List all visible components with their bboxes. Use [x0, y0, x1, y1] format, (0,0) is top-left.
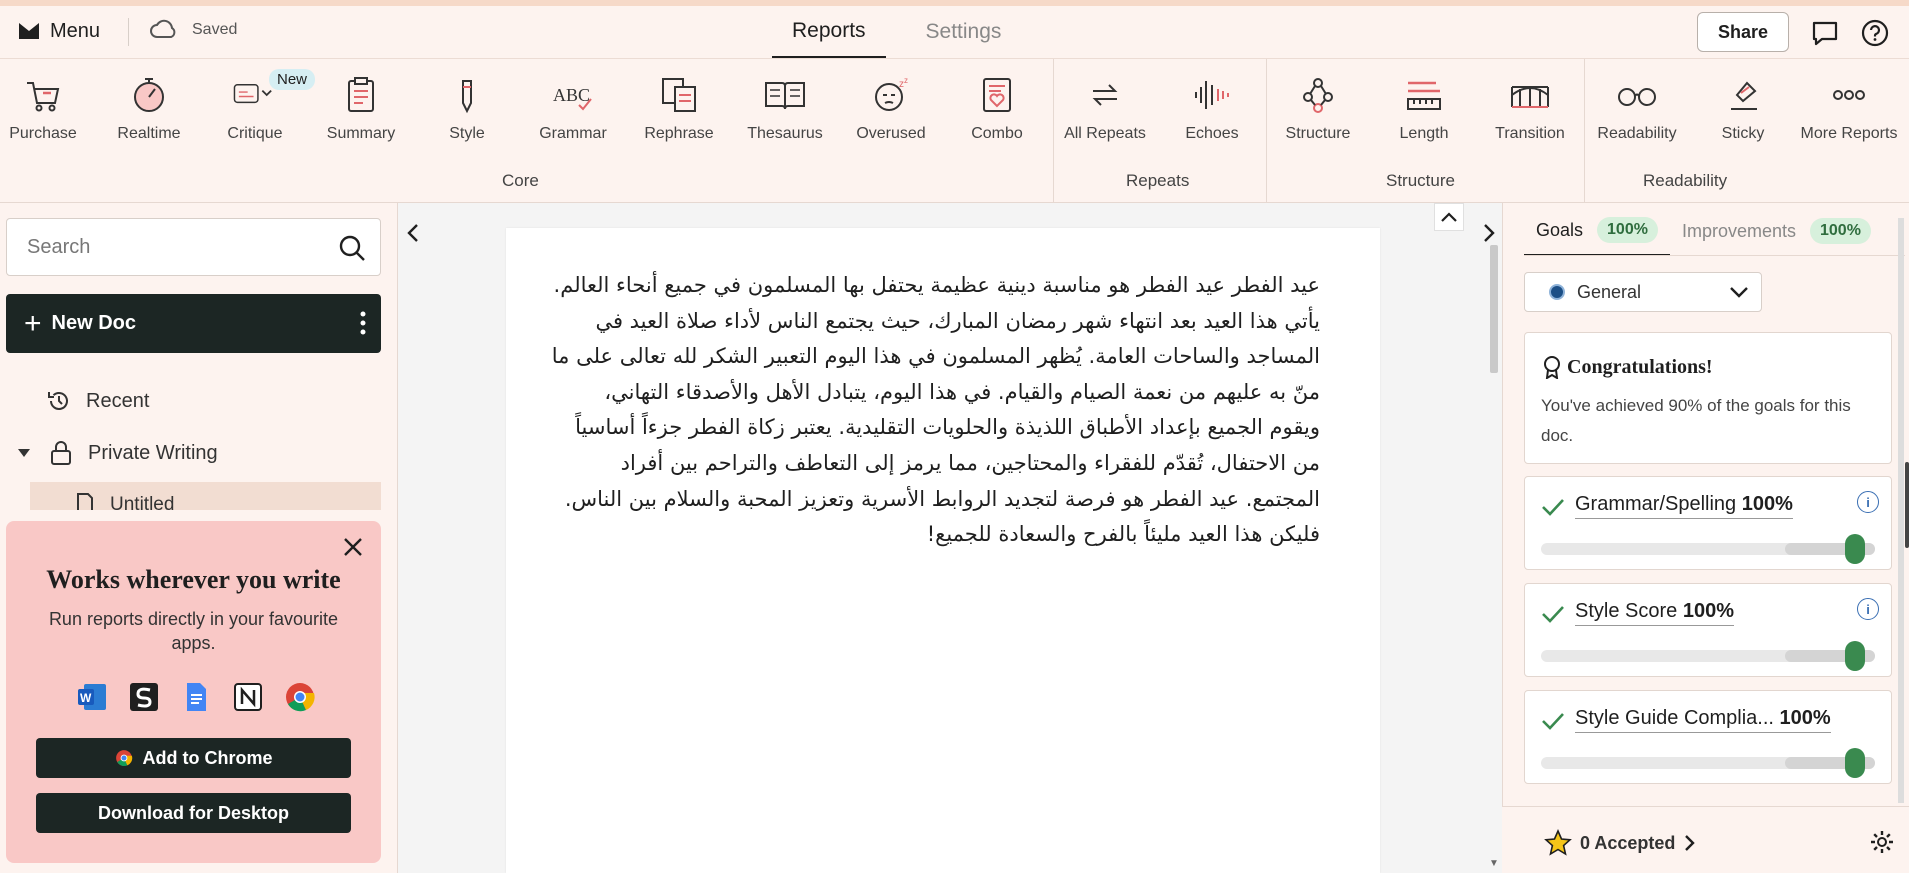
tool-grammar[interactable] [523, 73, 623, 163]
sidebar-item-private-writing[interactable] [16, 433, 218, 473]
tool-realtime[interactable] [99, 73, 199, 163]
bridge-icon [1508, 75, 1552, 115]
tool-label: More Reports [1800, 125, 1898, 142]
collapse-toolbar-button[interactable] [1434, 203, 1464, 231]
tab-reports[interactable]: Reports [772, 6, 886, 58]
collapse-sidebar-button[interactable] [398, 218, 428, 248]
goal-style-score [1524, 583, 1892, 677]
structure-icon [1298, 75, 1338, 115]
panel-scrollbar-thumb[interactable] [1905, 462, 1909, 548]
tool-echoes[interactable] [1162, 73, 1262, 163]
tool-label: Grammar [539, 125, 607, 142]
tool-purchase[interactable] [0, 73, 93, 163]
tool-label: Overused [856, 125, 926, 142]
logo-icon [18, 21, 40, 41]
recent-label: Recent [86, 389, 150, 412]
goal-label: Grammar/Spelling [1575, 493, 1737, 515]
lock-icon [48, 440, 74, 466]
tool-label: Transition [1495, 125, 1565, 142]
tool-readability[interactable] [1587, 73, 1687, 163]
glasses-icon [1615, 75, 1659, 115]
app-header [0, 6, 1909, 58]
menu-label: Menu [50, 19, 101, 42]
profile-color-dot [1549, 284, 1565, 300]
tool-label: Critique [227, 125, 283, 142]
tool-label: Thesaurus [747, 125, 823, 142]
scroll-down-arrow-icon[interactable]: ▼ [1489, 858, 1499, 869]
tool-label: Summary [326, 125, 396, 142]
word-icon [76, 681, 108, 713]
goals-score-badge: 100% [1597, 217, 1658, 243]
accepted-label: 0 Accepted [1580, 832, 1676, 853]
congrats-title: Congratulations! [1567, 355, 1713, 378]
plus-icon: + [24, 306, 42, 340]
group-label-repeats: Repeats [1126, 171, 1190, 190]
goal-profile-dropdown[interactable] [1524, 272, 1762, 312]
check-icon [1541, 604, 1565, 624]
tab-settings[interactable]: Settings [925, 20, 1002, 43]
cart-icon [23, 75, 63, 115]
info-icon[interactable]: i [1857, 598, 1879, 620]
abc-icon [551, 75, 595, 115]
tool-rephrase[interactable] [629, 73, 729, 163]
tool-summary[interactable] [311, 73, 411, 163]
tool-structure[interactable] [1268, 73, 1368, 163]
comment-icon[interactable] [1810, 18, 1840, 48]
goal-slider-handle[interactable] [1845, 748, 1865, 778]
search-placeholder: Search [27, 235, 91, 258]
goal-name[interactable] [1575, 707, 1831, 733]
group-divider [1584, 59, 1585, 204]
accepted-button[interactable] [1544, 829, 1695, 857]
sidebar-item-untitled[interactable] [30, 482, 381, 510]
goal-slider-handle[interactable] [1845, 641, 1865, 671]
group-divider [1053, 59, 1054, 204]
tool-label: Purchase [9, 125, 77, 142]
notion-icon [232, 681, 264, 713]
goal-slider-track[interactable] [1541, 757, 1875, 769]
ruler-icon [1404, 75, 1444, 115]
improvements-score-badge: 100% [1810, 218, 1871, 244]
tool-sticky[interactable] [1693, 73, 1793, 163]
award-ribbon-icon [1541, 355, 1563, 379]
goal-slider-track[interactable] [1541, 543, 1875, 555]
chrome-icon [115, 749, 133, 767]
new-doc-label: New Doc [51, 312, 136, 334]
pencil-icon [447, 75, 487, 115]
tool-thesaurus[interactable] [735, 73, 835, 163]
tool-style[interactable] [417, 73, 517, 163]
private-writing-label: Private Writing [88, 441, 218, 464]
group-label-readability: Readability [1643, 171, 1728, 190]
goal-style-guide-compliance [1524, 690, 1892, 784]
sidebar-item-recent[interactable] [46, 381, 149, 421]
goal-slider-handle[interactable] [1845, 534, 1865, 564]
goal-value: 100% [1741, 493, 1793, 515]
left-sidebar [0, 203, 398, 873]
kebab-menu-icon[interactable] [359, 310, 367, 336]
search-input[interactable] [6, 218, 381, 276]
tool-all-repeats[interactable] [1055, 73, 1155, 163]
chevron-right-icon [1482, 223, 1496, 243]
collapse-right-panel-button[interactable] [1474, 218, 1504, 248]
tool-label: Length [1399, 125, 1449, 142]
cloud-check-icon [150, 18, 178, 42]
reports-toolbar [0, 58, 1909, 203]
saved-status [150, 18, 237, 42]
tab-improvements[interactable] [1670, 206, 1883, 256]
tool-combo[interactable] [947, 73, 1047, 163]
editor-scrollbar[interactable] [1490, 245, 1498, 373]
tab-goals[interactable] [1524, 206, 1670, 256]
close-icon[interactable] [341, 535, 365, 559]
chrome-icon [284, 681, 316, 713]
panel-scrollbar-track[interactable] [1898, 218, 1904, 803]
download-desktop-button[interactable]: Download for Desktop [36, 793, 351, 833]
chevron-up-icon [1440, 211, 1458, 223]
history-icon [46, 388, 72, 414]
tool-label: Echoes [1185, 125, 1239, 142]
document-page[interactable] [506, 228, 1380, 873]
panel-footer [1502, 806, 1909, 873]
new-badge: New [269, 69, 315, 90]
goal-value: 100% [1682, 600, 1734, 622]
sleepy-face-icon [871, 75, 911, 115]
promo-title: Works wherever you write [46, 565, 341, 594]
new-doc-button[interactable] [6, 294, 381, 353]
info-icon[interactable]: i [1857, 491, 1879, 513]
document-text[interactable]: عيد الفطر عيد الفطر هو مناسبة دينية عظيمة يحتفل بها المسلمون في جميع أنحاء العالم. يأتي هذا العيد بعد انتهاء شهر رمضان المبارك، حيث يجتمع الناس لأداء صلاة العيد في المساجد والساحات العامة. يُظهر المسلمون في هذا اليوم التعبير الشكر لله تعالى على ما منّ به عليهم من نعمة الصيام والقيام. في هذا اليوم، يتبادل الأهل والأصدقاء التهاني، ويقوم الجميع بإعداد الأطباق اللذيذة والحلويات التقليدية. يعتبر زكاة الفطر جزءاً أساسياً من الاحتفال، تُقدّم للفقراء والمحتاجين، مما يرمز إلى التعاطف والتراحم بين أفراد المجتمع. عيد الفطر هو فرصة لتجديد الروابط الأسرية وتعزيز المحبة والسلام بين الناس. فليكن هذا العيد مليئاً بالفرح والسعادة للجميع! [551, 273, 1320, 547]
share-button[interactable]: Share [1697, 12, 1789, 52]
tool-label: Realtime [117, 125, 181, 142]
svg-text:z: z [904, 76, 908, 85]
tool-length[interactable] [1374, 73, 1474, 163]
saved-label: Saved [192, 21, 238, 38]
tool-label: Combo [971, 125, 1023, 142]
congratulations-card [1524, 332, 1892, 464]
goal-grammar-spelling [1524, 476, 1892, 570]
search-icon [338, 234, 366, 262]
combo-icon [977, 75, 1017, 115]
goal-name[interactable] [1575, 493, 1793, 519]
stopwatch-icon [129, 75, 169, 115]
congrats-text: You've achieved 90% of the goals for this doc. [1541, 396, 1851, 445]
untitled-label: Untitled [110, 494, 175, 510]
app-icons [76, 681, 316, 713]
chevron-right-icon [1683, 834, 1695, 852]
tool-overused[interactable] [841, 73, 941, 163]
add-to-chrome-button[interactable] [36, 738, 351, 778]
soundwave-icon [1190, 75, 1234, 115]
caret-down-icon [16, 445, 32, 461]
chevron-down-icon [1729, 285, 1749, 299]
star-icon [1544, 829, 1572, 857]
book-icon [763, 75, 807, 115]
group-label-core: Core [502, 171, 539, 190]
tool-label: Rephrase [644, 125, 714, 142]
add-to-chrome-label: Add to Chrome [142, 747, 273, 768]
main-tabs [772, 6, 1021, 58]
tool-label: Sticky [1721, 125, 1765, 142]
goal-value: 100% [1779, 707, 1831, 729]
header-divider [128, 18, 129, 46]
panel-tabs [1524, 206, 1883, 256]
dropdown-value: General [1577, 281, 1642, 302]
promo-body: Run reports directly in your favourite apps. [48, 609, 339, 653]
svg-text:ABC: ABC [553, 85, 591, 105]
tool-transition[interactable] [1480, 73, 1580, 163]
goal-label: Style Score [1575, 600, 1678, 622]
promo-card [6, 521, 381, 863]
more-icon [1829, 75, 1869, 115]
svg-text:W: W [80, 691, 92, 705]
improvements-tab-label: Improvements [1681, 220, 1796, 241]
tool-label: Style [449, 125, 485, 142]
repeat-icon [1085, 75, 1125, 115]
svg-text:z: z [899, 79, 904, 90]
check-icon [1541, 711, 1565, 731]
document-icon [74, 492, 96, 510]
google-docs-icon [180, 681, 212, 713]
tool-label: Readability [1597, 125, 1677, 142]
goal-name[interactable] [1575, 600, 1734, 626]
menu-button[interactable] [18, 16, 100, 46]
gear-icon[interactable] [1869, 829, 1895, 855]
sticky-icon [1723, 75, 1763, 115]
goals-tab-label: Goals [1536, 219, 1584, 240]
tool-label: Structure [1285, 125, 1351, 142]
goal-label: Style Guide Complia... [1575, 707, 1774, 729]
congrats-heading [1541, 355, 1713, 379]
tab-divider [1524, 255, 1905, 256]
clipboard-icon [341, 75, 381, 115]
check-icon [1541, 497, 1565, 517]
goal-slider-track[interactable] [1541, 650, 1875, 662]
chevron-left-icon [406, 223, 420, 243]
group-label-structure: Structure [1386, 171, 1455, 190]
tool-more-reports[interactable] [1799, 73, 1899, 163]
tool-label: All Repeats [1064, 125, 1146, 142]
scrivener-icon [128, 681, 160, 713]
rephrase-icon [659, 75, 699, 115]
help-icon[interactable] [1860, 18, 1890, 48]
group-divider [1266, 59, 1267, 204]
